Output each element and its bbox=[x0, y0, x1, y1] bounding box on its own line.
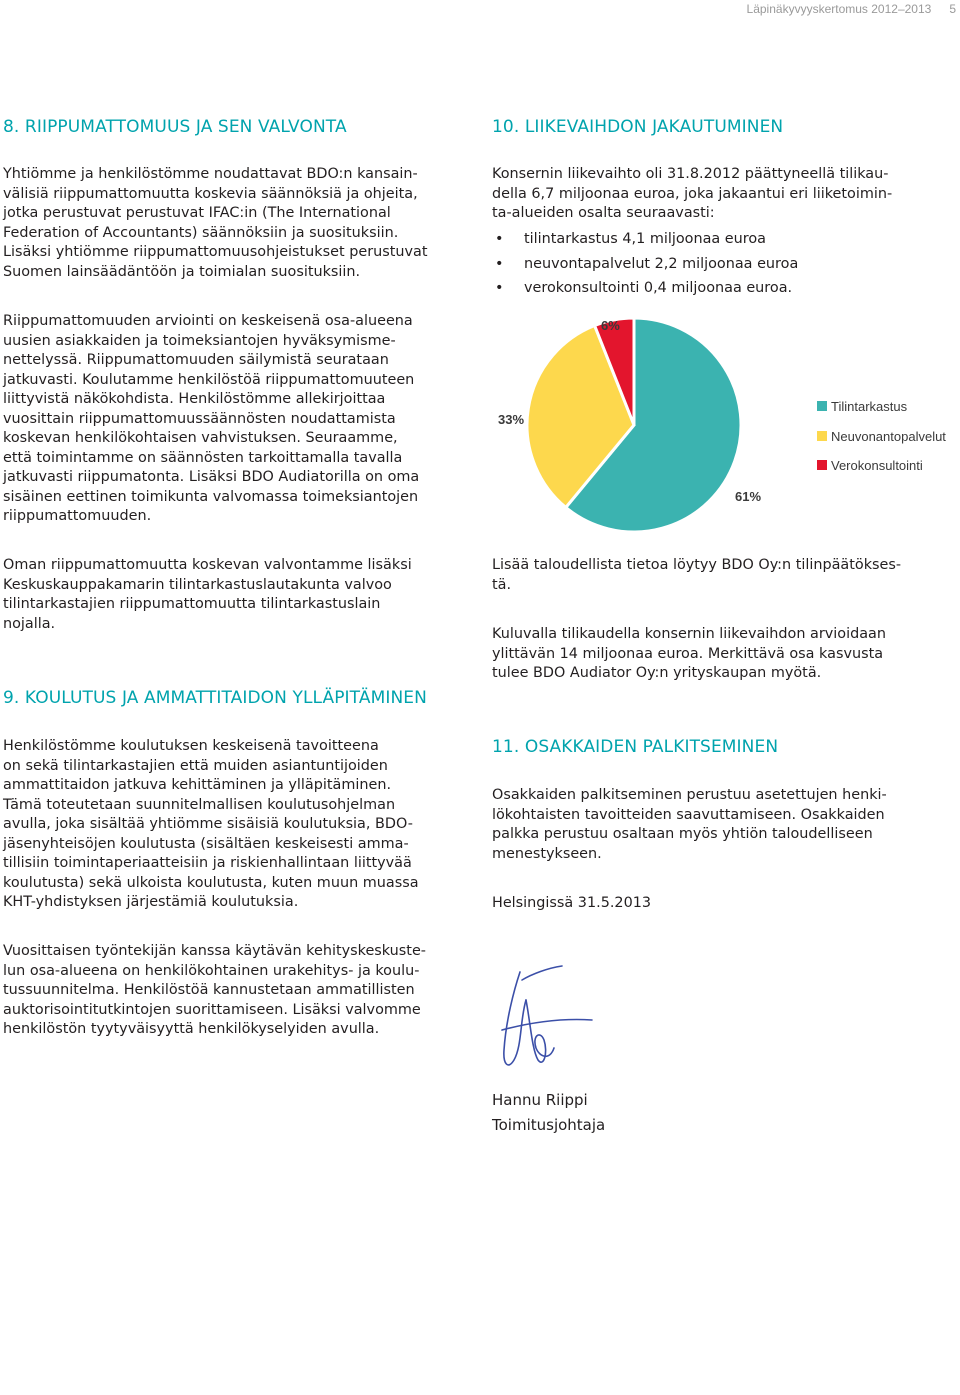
pie-slices bbox=[527, 318, 741, 532]
section-8-paragraph-2: Riippumattomuuden arviointi on keskeisenä osa-alueena uusien asiakkaiden ja toimeksiantojen hyväksymisme- nettelyssä. Riippumattomuuden säilymistä seurataan jatkuvasti. Koulutamme henkilöstöä riippumattomuuteen liittyvistä näkökohdista. Henkilöstömme allekirjoittaa vuosittain riippumattomuussäännösten noudattamista koskevan henkilökohtaisen vahvistuksen. Seuraamme, että toimintamme on säännösten tarkoittamalla tavalla jatkuvasti riippumatonta. Lisäksi BDO Audiatorilla on oma sisäinen eettinen toimikunta valvomassa toimeksiantojen riippumattomuuden. bbox=[3, 313, 420, 524]
section-11-paragraph-1: Osakkaiden palkitseminen perustuu asetettujen henki- lökohtaisten tavoitteiden saavuttamiseen. Osakkaiden palkka perustuu osaltaan myös yhtiön taloudelliseen menestykseen. bbox=[492, 787, 887, 862]
data-label-verokonsultointi: 6% bbox=[601, 318, 620, 333]
signer-title: Toimitusjohtaja bbox=[492, 1116, 606, 1134]
data-label-tilintarkastus: 61% bbox=[735, 489, 762, 504]
list-item: • tilintarkastus 4,1 miljoonaa euroa bbox=[492, 227, 954, 252]
place-and-date: Helsingissä 31.5.2013 bbox=[492, 895, 652, 911]
section-9-heading: 9. KOULUTUS JA AMMATTITAIDON YLLÄPITÄMINEN bbox=[3, 688, 427, 708]
section-10-paragraph-2: Lisää taloudellista tietoa löytyy BDO Oy:n tilinpäätökses- tä. bbox=[492, 557, 902, 593]
section-9-paragraph-2: Vuosittaisen työntekijän kanssa käytävän kehityskeskuste- lun osa-alueena on henkilökohtainen urakehitys- ja koulu- tussuunnitelma. Henkilöstöä kannustetaan ammatillisten auktorisointitutkintojen suorittamiseen. Lisäksi valvomme henkilöstön tyytyväisyyttä henkilökyselyiden avulla. bbox=[3, 943, 426, 1037]
section-8-paragraph-3: Oman riippumattomuutta koskevan valvontamme lisäksi Keskuskauppakamarin tilintarkastuslautakunta valvoo tilintarkastajien riippumattomuutta tilintarkastuslain nojalla. bbox=[3, 557, 412, 632]
section-10-heading: 10. LIIKEVAIHDON JAKAUTUMINEN bbox=[492, 117, 784, 137]
section-8-paragraph-1: Yhtiömme ja henkilöstömme noudattavat BDO:n kansain- välisiä riippumattomuutta koskevia säännöksiä ja ohjeita, jotka perustuvat perustuvat IFAC:in (The International Federation of Accountants) säännöksiin ja suosituksiin. Lisäksi yhtiömme riippumattomuusohjeistukset perustuvat Suomen lainsäädäntöön ja toimialan suosituksiin. bbox=[3, 166, 428, 280]
section-10-intro: Konsernin liikevaihto oli 31.8.2012 päättyneellä tilikau- della 6,7 miljoonaa euroa, joka jakaantui eri liiketoimin- ta-alueiden osalta seuraavasti: bbox=[492, 166, 893, 221]
section-11-heading: 11. OSAKKAIDEN PALKITSEMINEN bbox=[492, 737, 779, 757]
legend-label-neuvonantopalvelut: Neuvonantopalvelut bbox=[831, 429, 946, 444]
legend-swatch-neuvonantopalvelut bbox=[817, 431, 827, 441]
bullet-icon: • bbox=[495, 231, 504, 247]
legend-label-tilintarkastus: Tilintarkastus bbox=[831, 399, 908, 414]
signer-name: Hannu Riippi bbox=[492, 1091, 588, 1109]
page-number: 5 bbox=[949, 2, 956, 16]
list-item: • verokonsultointi 0,4 miljoonaa euroa. bbox=[492, 276, 954, 301]
revenue-breakdown-list bbox=[492, 227, 954, 301]
legend-swatch-verokonsultointi bbox=[817, 460, 827, 470]
report-title: Läpinäkyvyyskertomus 2012–2013 bbox=[746, 2, 932, 16]
chart-legend bbox=[817, 399, 946, 473]
handwritten-signature bbox=[492, 960, 602, 1080]
list-item: • neuvontapalvelut 2,2 miljoonaa euroa bbox=[492, 252, 954, 277]
bullet-icon: • bbox=[495, 255, 504, 272]
legend-swatch-tilintarkastus bbox=[817, 401, 827, 411]
revenue-pie-chart bbox=[492, 305, 957, 540]
data-label-neuvonantopalvelut: 33% bbox=[498, 412, 525, 427]
bullet-icon: • bbox=[495, 280, 504, 296]
section-9-paragraph-1: Henkilöstömme koulutuksen keskeisenä tavoitteena on sekä tilintarkastajien että muiden asiantuntijoiden ammattitaidon jatkuva kehittäminen ja ylläpitäminen. Tämä toteutetaan suunnitelmallisen koulutusohjelman avulla, joka sisältää yhtiömme sisäisiä koulutuksia, BDO- jäsenyhteisöjen koulutusta (sisältäen keskeisesti amma- tillisiin toimintaperiaatteisiin ja riskienhallintaan liittyvää koulutusta) sekä ulkoista koulutusta, kuten muun muassa KHT-yhdistyksen järjestämiä koulutuksia. bbox=[3, 738, 419, 910]
legend-label-verokonsultointi: Verokonsultointi bbox=[831, 458, 923, 473]
section-10-paragraph-3: Kuluvalla tilikaudella konsernin liikevaihdon arvioidaan ylittävän 14 miljoonaa euroa. Merkittävä osa kasvusta tulee BDO Audiator Oy:n yrityskaupan myötä. bbox=[492, 626, 886, 681]
section-8-heading: 8. RIIPPUMATTOMUUS JA SEN VALVONTA bbox=[3, 117, 347, 137]
page-header bbox=[747, 2, 956, 16]
